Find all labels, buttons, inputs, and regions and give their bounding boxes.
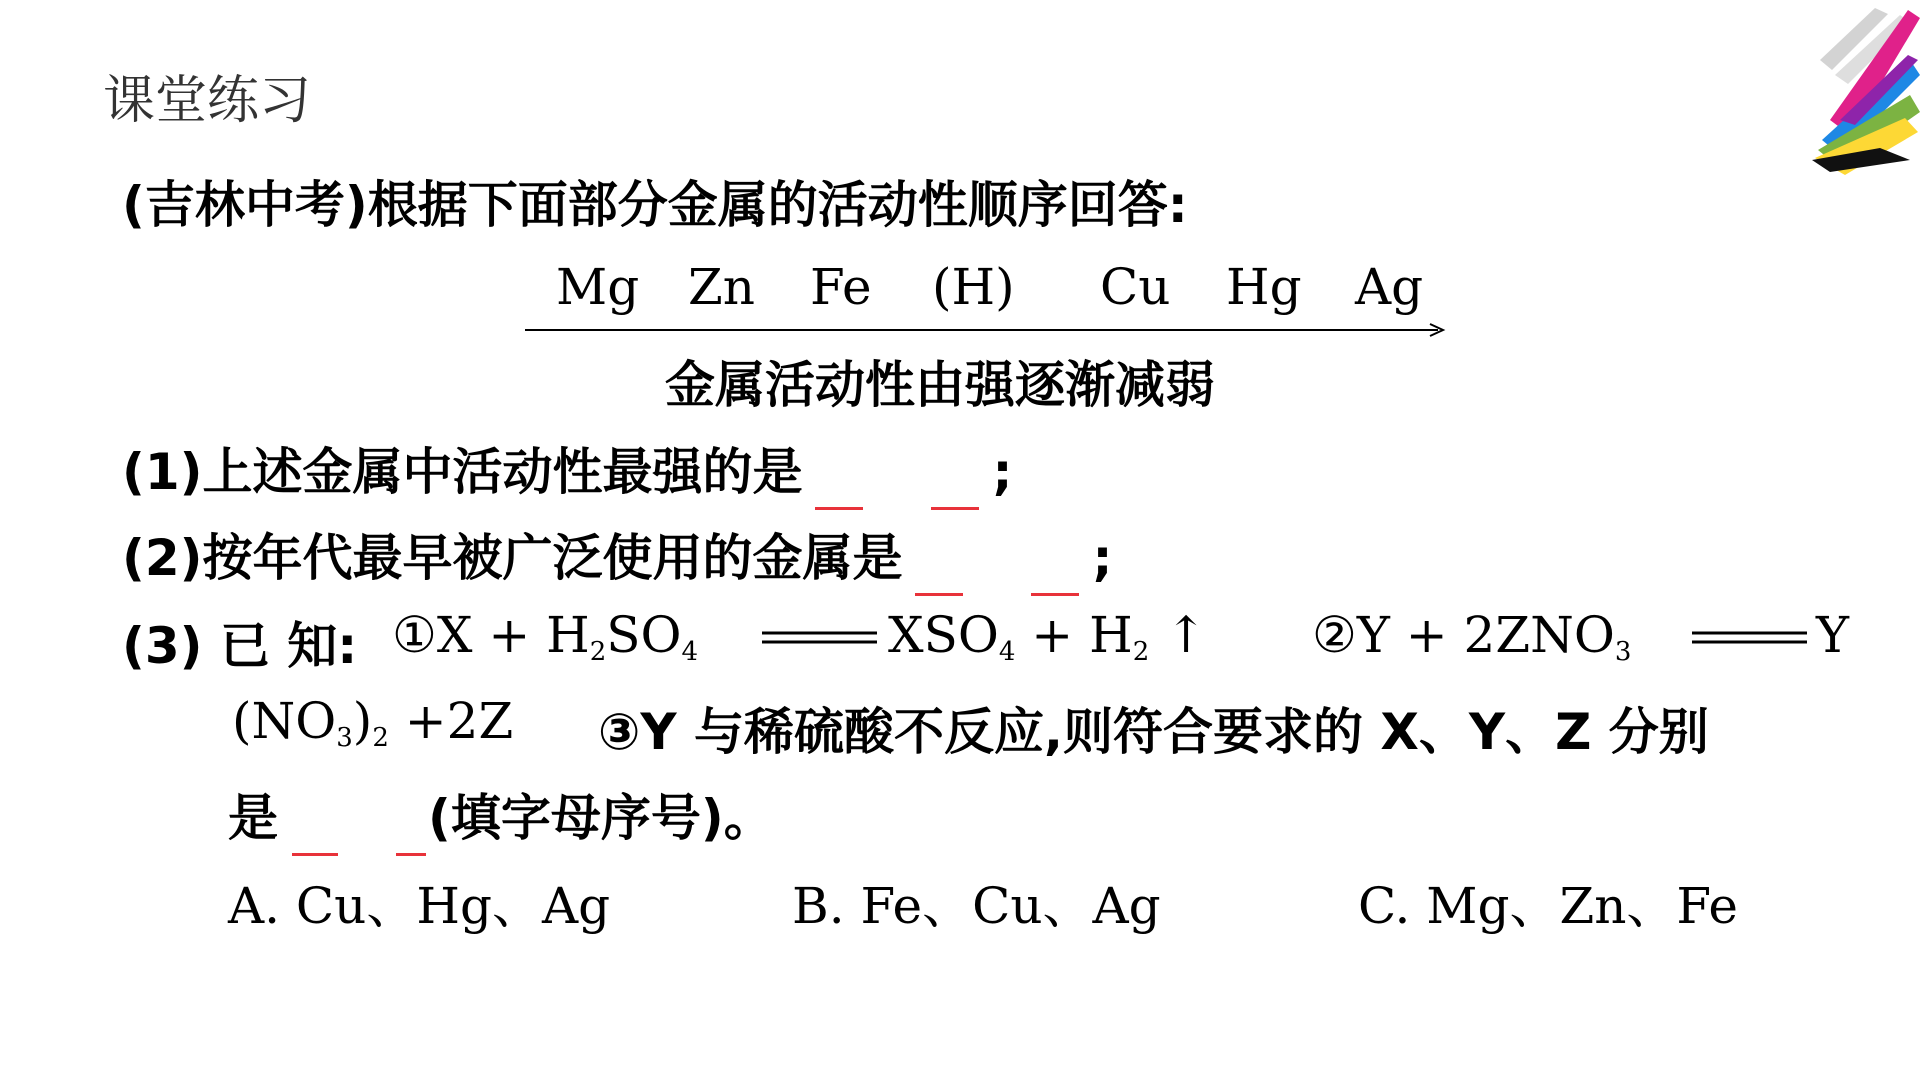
- gas-up-arrow-icon: ↑: [1165, 606, 1208, 664]
- equation-2-lhs: ②Y + $2ZNO_3$: [1312, 606, 1632, 667]
- metal-hg: Hg: [1226, 258, 1302, 316]
- part1-line: [122, 432, 1013, 504]
- option-a[interactable]: A. Cu、Hg、Ag: [228, 877, 611, 935]
- option-b[interactable]: B. Fe、Cu、Ag: [792, 877, 1161, 935]
- part1-suffix: ;: [992, 443, 1013, 501]
- activity-arrow: [525, 322, 1450, 342]
- brush-stroke-logo-icon: [1760, 0, 1920, 180]
- part3-line3-prefix: 是: [228, 789, 278, 847]
- answer-blank-1[interactable]: [803, 460, 993, 504]
- part3-condition: ③Y 与稀硫酸不反应,则符合要求的 X、Y、Z 分别: [598, 703, 1709, 761]
- activity-caption: 金属活动性由强逐渐减弱: [665, 356, 1215, 414]
- part3-prefix: (3) 已 知:: [122, 617, 358, 675]
- answer-blank-2[interactable]: [903, 546, 1093, 590]
- metal-zn: Zn: [688, 258, 755, 316]
- metal-h: (H): [932, 258, 1015, 316]
- metal-mg: Mg: [556, 258, 640, 316]
- equation-2-product: $(NO_3)_2 +2Z$: [232, 692, 514, 753]
- equation-1-lhs: ①X + $H_2SO_4$: [392, 606, 699, 667]
- equals-sign-2: [1692, 628, 1812, 648]
- part1-prefix: (1)上述金属中活动性最强的是: [122, 443, 803, 501]
- metal-ag: Ag: [1355, 258, 1424, 316]
- part3-line3-suffix: (填字母序号)。: [428, 789, 774, 847]
- answer-blank-3[interactable]: [278, 806, 428, 850]
- equation-2-rhs: Y: [1816, 606, 1850, 664]
- page-title: 课堂练习: [103, 71, 312, 131]
- part2-suffix: ;: [1092, 529, 1113, 587]
- question-stem: (吉林中考)根据下面部分金属的活动性顺序回答:: [122, 176, 1188, 234]
- equals-sign-1: [762, 628, 882, 648]
- option-c[interactable]: C. Mg、Zn、Fe: [1358, 877, 1738, 935]
- metal-fe: Fe: [810, 258, 872, 316]
- part2-prefix: (2)按年代最早被广泛使用的金属是: [122, 529, 903, 587]
- equation-1-rhs: $XSO_4 + H_2$ ↑: [888, 606, 1208, 667]
- part2-line: [122, 518, 1113, 590]
- part3-line3: [228, 778, 774, 850]
- part3-line1: [122, 606, 357, 678]
- metal-cu: Cu: [1100, 258, 1171, 316]
